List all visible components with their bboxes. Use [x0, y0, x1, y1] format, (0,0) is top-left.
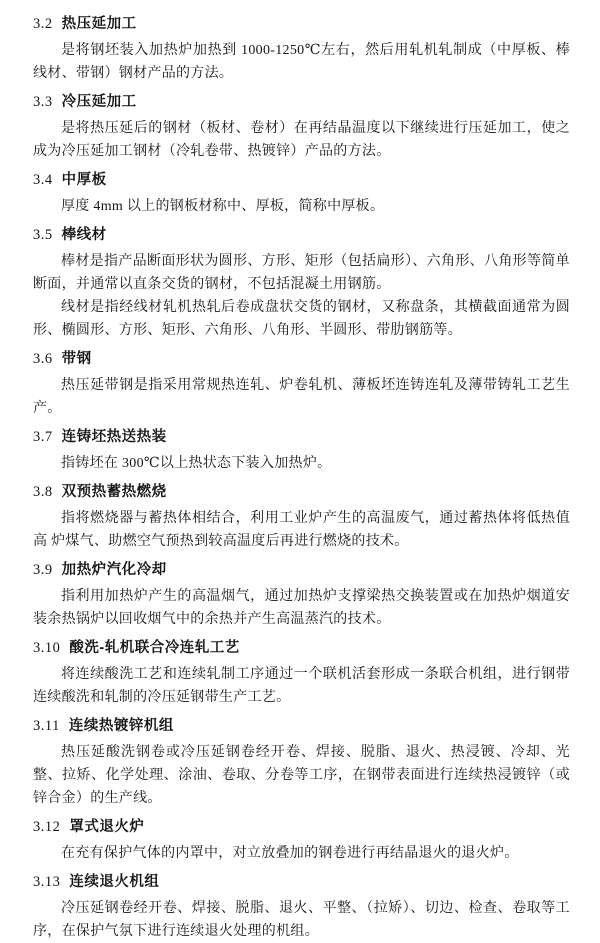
- section-number: 3.4: [33, 172, 53, 188]
- section-3-3: [33, 93, 570, 163]
- section-number: 3.3: [33, 94, 53, 110]
- section-3-2: [33, 15, 570, 85]
- section-heading: [33, 350, 570, 369]
- section-3-10: [33, 639, 570, 709]
- section-title: 罩式退火炉: [69, 819, 145, 835]
- section-heading: [33, 171, 570, 190]
- document-page: [33, 15, 570, 939]
- section-paragraph: 指将燃烧器与蓄热体相结合，利用工业炉产生的高温废气，通过蓄热体将低热值高 炉煤气、助燃空气预热到较高温度后再进行燃烧的技术。: [33, 511, 570, 549]
- section-paragraph: 热压延酸洗钢卷或冷压延钢卷经开卷、焊接、脱脂、退火、热浸镀、冷却、光整、拉矫、化学处理、涂油、卷取、分卷等工序，在钢带表面进行连续热浸镀锌（或锌合金）的生产线。: [33, 745, 570, 806]
- section-heading: [33, 639, 570, 658]
- section-title: 连续退火机组: [69, 874, 160, 890]
- section-paragraph: 指利用加热炉产生的高温烟气，通过加热炉支撑梁热交换装置或在加热炉烟道安装余热锅炉以回收烟气中的余热并产生高温蒸汽的技术。: [33, 589, 570, 627]
- section-paragraph: 将连续酸洗工艺和连续轧制工序通过一个联机活套形成一条联合机组，进行钢带连续酸洗和轧制的冷压延钢带生产工艺。: [33, 667, 570, 705]
- section-3-11: [33, 717, 570, 810]
- section-number: 3.12: [33, 819, 61, 835]
- section-number: 3.2: [33, 16, 53, 32]
- section-number: 3.10: [33, 640, 61, 656]
- section-paragraph: 线材是指经线材轧机热轧后卷成盘状交货的钢材，又称盘条，其横截面通常为圆形、椭圆形、方形、矩形、六角形、八角形、半圆形、带肋钢筋等。: [33, 300, 570, 338]
- section-heading: [33, 428, 570, 447]
- section-heading: [33, 818, 570, 837]
- section-heading: [33, 483, 570, 502]
- section-number: 3.8: [33, 484, 53, 500]
- section-number: 3.7: [33, 429, 53, 445]
- section-heading: [33, 93, 570, 112]
- section-number: 3.5: [33, 227, 53, 243]
- section-title: 热压延加工: [61, 16, 137, 32]
- section-paragraph: 是将热压延后的钢材（板材、卷材）在再结晶温度以下继续进行压延加工，使之成为冷压延加工钢材（冷轧卷带、热镀锌）产品的方法。: [33, 121, 570, 159]
- section-paragraph: 指铸坯在 300℃以上热状态下装入加热炉。: [61, 456, 332, 471]
- section-title: 连铸坯热送热装: [61, 429, 167, 445]
- section-heading: [33, 561, 570, 580]
- section-title: 带钢: [61, 351, 92, 367]
- section-title: 加热炉汽化冷却: [61, 562, 167, 578]
- section-3-6: [33, 350, 570, 420]
- section-heading: [33, 15, 570, 34]
- section-number: 3.6: [33, 351, 53, 367]
- section-title: 酸洗-轧机联合冷连轧工艺: [69, 640, 240, 656]
- section-3-8: [33, 483, 570, 553]
- section-heading: [33, 717, 570, 736]
- section-3-9: [33, 561, 570, 631]
- section-paragraph: 厚度 4mm 以上的钢板材称中、厚板，简称中厚板。: [61, 199, 385, 214]
- section-3-13: [33, 873, 570, 943]
- section-title: 中厚板: [61, 172, 107, 188]
- section-heading: [33, 226, 570, 245]
- section-number: 3.11: [33, 718, 60, 734]
- section-3-5: [33, 226, 570, 342]
- section-number: 3.9: [33, 562, 53, 578]
- section-title: 冷压延加工: [61, 94, 137, 110]
- section-title: 双预热蓄热燃烧: [61, 484, 167, 500]
- section-paragraph: 是将钢坯装入加热炉加热到 1000-1250℃左右，然后用轧机轧制成（中厚板、棒线材、带钢）钢材产品的方法。: [33, 43, 570, 81]
- section-title: 连续热镀锌机组: [68, 718, 174, 734]
- section-paragraph: 棒材是指产品断面形状为圆形、方形、矩形（包括扁形）、六角形、八角形等简单断面，并通常以直条交货的钢材，不包括混凝土用钢筋。: [33, 254, 570, 292]
- section-paragraph: 热压延带钢是指采用常规热连轧、炉卷轧机、薄板坯连铸连轧及薄带铸轧工艺生产。: [33, 378, 570, 416]
- section-3-4: [33, 171, 570, 218]
- section-title: 棒线材: [61, 227, 107, 243]
- section-3-12: [33, 818, 570, 865]
- section-number: 3.13: [33, 874, 61, 890]
- section-paragraph: 在充有保护气体的内罩中，对立放叠加的钢卷进行再结晶退火的退火炉。: [61, 846, 519, 861]
- section-3-7: [33, 428, 570, 475]
- section-paragraph: 冷压延钢卷经开卷、焊接、脱脂、退火、平整、（拉矫）、切边、检查、卷取等工序，在保护气氛下进行连续退火处理的机组。: [33, 901, 570, 939]
- section-heading: [33, 873, 570, 892]
